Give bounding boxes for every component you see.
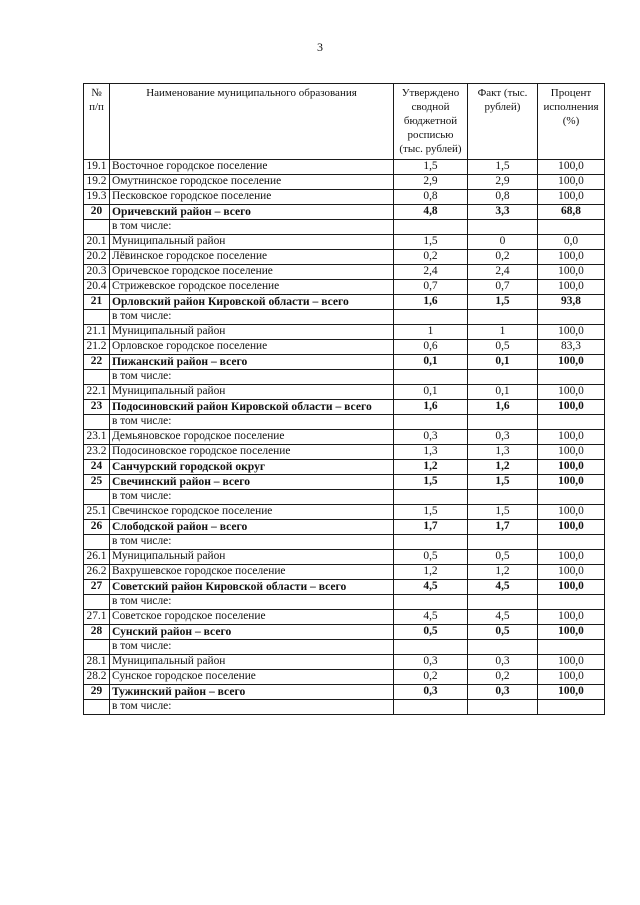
- cell-percent: [538, 640, 605, 655]
- cell-no: 22: [84, 355, 110, 370]
- cell-name: Орловское городское поселение: [110, 340, 394, 355]
- cell-no: 24: [84, 460, 110, 475]
- cell-no: 26.2: [84, 565, 110, 580]
- cell-no: 29: [84, 685, 110, 700]
- cell-name: Оричевский район – всего: [110, 205, 394, 220]
- cell-fact: 1,6: [468, 400, 538, 415]
- header-name: Наименование муниципального образования: [110, 84, 394, 160]
- table-row: [84, 640, 605, 655]
- cell-fact: 1,5: [468, 295, 538, 310]
- cell-approved: 1,6: [394, 400, 468, 415]
- cell-approved: 1,2: [394, 460, 468, 475]
- table-row-total: [84, 460, 605, 475]
- table-row: [84, 655, 605, 670]
- cell-approved: 1,3: [394, 445, 468, 460]
- table-row: [84, 490, 605, 505]
- cell-approved: 2,9: [394, 175, 468, 190]
- table-row: [84, 700, 605, 715]
- table-row: [84, 505, 605, 520]
- cell-percent: 100,0: [538, 400, 605, 415]
- cell-approved: 1,5: [394, 475, 468, 490]
- cell-name: Сунское городское поселение: [110, 670, 394, 685]
- cell-fact: [468, 220, 538, 235]
- cell-approved: 0,3: [394, 430, 468, 445]
- cell-percent: 68,8: [538, 205, 605, 220]
- cell-fact: 1,2: [468, 460, 538, 475]
- cell-approved: 4,5: [394, 610, 468, 625]
- cell-name: Муниципальный район: [110, 385, 394, 400]
- cell-name: Муниципальный район: [110, 550, 394, 565]
- cell-percent: 100,0: [538, 460, 605, 475]
- table-row: [84, 265, 605, 280]
- cell-approved: 1: [394, 325, 468, 340]
- cell-percent: 83,3: [538, 340, 605, 355]
- cell-percent: 100,0: [538, 520, 605, 535]
- header-approved: Утверждено сводной бюджетной росписью (тыс. рублей): [394, 84, 468, 160]
- cell-no: 21: [84, 295, 110, 310]
- cell-percent: [538, 220, 605, 235]
- cell-no: 19.3: [84, 190, 110, 205]
- table-row: [84, 280, 605, 295]
- cell-percent: [538, 490, 605, 505]
- cell-approved: 0,6: [394, 340, 468, 355]
- cell-fact: [468, 490, 538, 505]
- cell-name: в том числе:: [110, 490, 394, 505]
- cell-percent: 100,0: [538, 550, 605, 565]
- cell-fact: 0: [468, 235, 538, 250]
- cell-percent: [538, 370, 605, 385]
- cell-no: 19.1: [84, 160, 110, 175]
- cell-no: 25: [84, 475, 110, 490]
- cell-fact: [468, 595, 538, 610]
- cell-name: Муниципальный район: [110, 235, 394, 250]
- cell-fact: 0,8: [468, 190, 538, 205]
- cell-name: Тужинский район – всего: [110, 685, 394, 700]
- cell-no: 23.1: [84, 430, 110, 445]
- table-row: [84, 325, 605, 340]
- cell-fact: 0,1: [468, 385, 538, 400]
- cell-no: [84, 490, 110, 505]
- cell-no: [84, 370, 110, 385]
- cell-name: Слободской район – всего: [110, 520, 394, 535]
- cell-approved: 2,4: [394, 265, 468, 280]
- page-number: 3: [317, 40, 323, 54]
- cell-no: 20.1: [84, 235, 110, 250]
- cell-approved: [394, 310, 468, 325]
- table-row: [84, 220, 605, 235]
- cell-percent: 100,0: [538, 280, 605, 295]
- cell-name: в том числе:: [110, 370, 394, 385]
- table-row: [84, 310, 605, 325]
- cell-name: Сунский район – всего: [110, 625, 394, 640]
- table-row-total: [84, 520, 605, 535]
- table-row-total: [84, 205, 605, 220]
- cell-approved: [394, 490, 468, 505]
- cell-name: Свечинский район – всего: [110, 475, 394, 490]
- cell-name: Орловский район Кировской области – всего: [110, 295, 394, 310]
- table-row: [84, 340, 605, 355]
- cell-approved: 0,3: [394, 655, 468, 670]
- cell-percent: 100,0: [538, 160, 605, 175]
- cell-fact: 0,5: [468, 625, 538, 640]
- cell-percent: 100,0: [538, 670, 605, 685]
- budget-table: [83, 83, 605, 715]
- cell-approved: 0,1: [394, 385, 468, 400]
- cell-approved: 1,6: [394, 295, 468, 310]
- cell-approved: [394, 640, 468, 655]
- cell-approved: 1,5: [394, 160, 468, 175]
- table-row: [84, 415, 605, 430]
- cell-approved: 4,5: [394, 580, 468, 595]
- cell-fact: 4,5: [468, 610, 538, 625]
- cell-percent: [538, 415, 605, 430]
- cell-name: в том числе:: [110, 535, 394, 550]
- cell-no: [84, 415, 110, 430]
- cell-approved: [394, 370, 468, 385]
- cell-percent: 100,0: [538, 175, 605, 190]
- header-fact: Факт (тыс. рублей): [468, 84, 538, 160]
- cell-name: в том числе:: [110, 640, 394, 655]
- cell-approved: [394, 700, 468, 715]
- cell-no: 20.4: [84, 280, 110, 295]
- cell-approved: 0,5: [394, 550, 468, 565]
- cell-name: Песковское городское поселение: [110, 190, 394, 205]
- cell-approved: [394, 415, 468, 430]
- cell-percent: [538, 310, 605, 325]
- cell-approved: 0,3: [394, 685, 468, 700]
- cell-name: Восточное городское поселение: [110, 160, 394, 175]
- cell-fact: [468, 700, 538, 715]
- cell-name: Муниципальный район: [110, 655, 394, 670]
- cell-name: Стрижевское городское поселение: [110, 280, 394, 295]
- cell-percent: 100,0: [538, 325, 605, 340]
- cell-no: 27.1: [84, 610, 110, 625]
- cell-name: Оричевское городское поселение: [110, 265, 394, 280]
- cell-name: Лёвинское городское поселение: [110, 250, 394, 265]
- cell-no: 21.2: [84, 340, 110, 355]
- cell-name: в том числе:: [110, 220, 394, 235]
- header-percent: Процент исполнения (%): [538, 84, 605, 160]
- cell-name: Советское городское поселение: [110, 610, 394, 625]
- cell-percent: 0,0: [538, 235, 605, 250]
- cell-approved: 0,2: [394, 670, 468, 685]
- cell-name: Свечинское городское поселение: [110, 505, 394, 520]
- cell-fact: 1,2: [468, 565, 538, 580]
- cell-fact: 1,5: [468, 505, 538, 520]
- cell-approved: 1,2: [394, 565, 468, 580]
- cell-approved: 1,7: [394, 520, 468, 535]
- table-row-total: [84, 475, 605, 490]
- cell-name: в том числе:: [110, 700, 394, 715]
- cell-fact: 0,1: [468, 355, 538, 370]
- table-row-total: [84, 580, 605, 595]
- cell-no: 26.1: [84, 550, 110, 565]
- cell-fact: 1,7: [468, 520, 538, 535]
- cell-percent: 100,0: [538, 190, 605, 205]
- cell-fact: 0,3: [468, 685, 538, 700]
- cell-fact: 1: [468, 325, 538, 340]
- cell-no: 27: [84, 580, 110, 595]
- cell-approved: 0,2: [394, 250, 468, 265]
- cell-fact: [468, 310, 538, 325]
- cell-percent: [538, 595, 605, 610]
- table-row: [84, 445, 605, 460]
- cell-percent: 100,0: [538, 685, 605, 700]
- cell-fact: 0,7: [468, 280, 538, 295]
- table-row: [84, 175, 605, 190]
- cell-fact: [468, 535, 538, 550]
- cell-percent: [538, 535, 605, 550]
- table-header-row: [84, 84, 605, 160]
- cell-no: 28: [84, 625, 110, 640]
- cell-approved: 4,8: [394, 205, 468, 220]
- cell-percent: 100,0: [538, 445, 605, 460]
- cell-no: 20.3: [84, 265, 110, 280]
- cell-no: [84, 535, 110, 550]
- cell-fact: 1,5: [468, 160, 538, 175]
- cell-percent: 93,8: [538, 295, 605, 310]
- cell-no: [84, 640, 110, 655]
- cell-percent: 100,0: [538, 505, 605, 520]
- cell-name: Санчурский городской округ: [110, 460, 394, 475]
- cell-percent: 100,0: [538, 610, 605, 625]
- table-row-total: [84, 625, 605, 640]
- cell-no: 21.1: [84, 325, 110, 340]
- cell-no: 26: [84, 520, 110, 535]
- table-row-total: [84, 685, 605, 700]
- cell-no: 22.1: [84, 385, 110, 400]
- table-row: [84, 250, 605, 265]
- cell-no: [84, 595, 110, 610]
- cell-no: 19.2: [84, 175, 110, 190]
- cell-fact: 2,9: [468, 175, 538, 190]
- cell-no: [84, 700, 110, 715]
- table-row: [84, 670, 605, 685]
- cell-fact: [468, 640, 538, 655]
- header-no: № п/п: [84, 84, 110, 160]
- table-body: [84, 160, 605, 715]
- table-row: [84, 550, 605, 565]
- cell-no: 28.1: [84, 655, 110, 670]
- cell-fact: 1,3: [468, 445, 538, 460]
- cell-name: в том числе:: [110, 310, 394, 325]
- cell-no: 23: [84, 400, 110, 415]
- cell-name: Вахрушевское городское поселение: [110, 565, 394, 580]
- table-row-total: [84, 355, 605, 370]
- cell-fact: 0,3: [468, 655, 538, 670]
- cell-approved: 1,5: [394, 505, 468, 520]
- cell-no: 20.2: [84, 250, 110, 265]
- cell-fact: 0,2: [468, 250, 538, 265]
- cell-approved: 0,5: [394, 625, 468, 640]
- table-row: [84, 190, 605, 205]
- cell-approved: [394, 535, 468, 550]
- cell-fact: 4,5: [468, 580, 538, 595]
- cell-approved: [394, 220, 468, 235]
- cell-no: [84, 310, 110, 325]
- cell-fact: 3,3: [468, 205, 538, 220]
- cell-fact: 0,2: [468, 670, 538, 685]
- cell-percent: 100,0: [538, 655, 605, 670]
- cell-name: Подосиновское городское поселение: [110, 445, 394, 460]
- cell-percent: 100,0: [538, 580, 605, 595]
- cell-no: [84, 220, 110, 235]
- cell-fact: 2,4: [468, 265, 538, 280]
- cell-percent: 100,0: [538, 250, 605, 265]
- cell-percent: 100,0: [538, 355, 605, 370]
- cell-approved: 0,8: [394, 190, 468, 205]
- cell-no: 28.2: [84, 670, 110, 685]
- table-row: [84, 235, 605, 250]
- cell-name: Советский район Кировской области – всего: [110, 580, 394, 595]
- table-row: [84, 385, 605, 400]
- table-row: [84, 565, 605, 580]
- cell-fact: [468, 415, 538, 430]
- table-row-total: [84, 295, 605, 310]
- cell-name: Муниципальный район: [110, 325, 394, 340]
- cell-percent: 100,0: [538, 475, 605, 490]
- cell-approved: [394, 595, 468, 610]
- cell-fact: 0,3: [468, 430, 538, 445]
- cell-name: Демьяновское городское поселение: [110, 430, 394, 445]
- cell-name: в том числе:: [110, 415, 394, 430]
- cell-percent: [538, 700, 605, 715]
- table-row: [84, 595, 605, 610]
- cell-fact: 0,5: [468, 340, 538, 355]
- cell-approved: 0,1: [394, 355, 468, 370]
- table-row: [84, 370, 605, 385]
- cell-name: Пижанский район – всего: [110, 355, 394, 370]
- cell-fact: [468, 370, 538, 385]
- table-row: [84, 430, 605, 445]
- table-row: [84, 535, 605, 550]
- table-row: [84, 610, 605, 625]
- cell-approved: 0,7: [394, 280, 468, 295]
- cell-percent: 100,0: [538, 625, 605, 640]
- cell-fact: 1,5: [468, 475, 538, 490]
- cell-no: 23.2: [84, 445, 110, 460]
- cell-percent: 100,0: [538, 265, 605, 280]
- table-row-total: [84, 400, 605, 415]
- cell-name: Омутнинское городское поселение: [110, 175, 394, 190]
- cell-name: в том числе:: [110, 595, 394, 610]
- cell-percent: 100,0: [538, 565, 605, 580]
- cell-no: 20: [84, 205, 110, 220]
- table-row: [84, 160, 605, 175]
- cell-fact: 0,5: [468, 550, 538, 565]
- cell-percent: 100,0: [538, 430, 605, 445]
- cell-no: 25.1: [84, 505, 110, 520]
- cell-approved: 1,5: [394, 235, 468, 250]
- cell-name: Подосиновский район Кировской области – всего: [110, 400, 394, 415]
- cell-percent: 100,0: [538, 385, 605, 400]
